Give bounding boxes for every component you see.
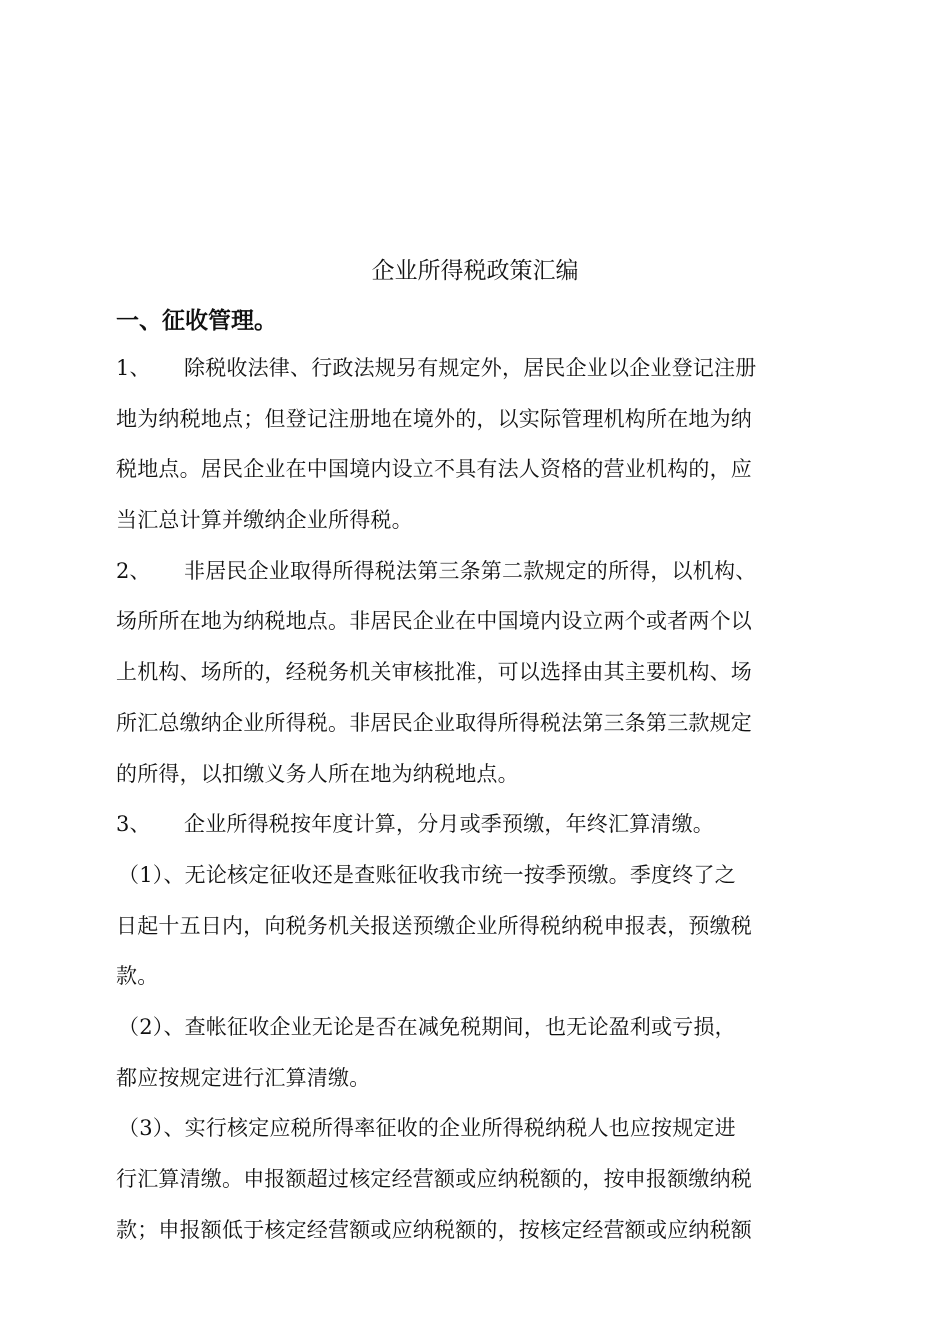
paragraph-line [116, 855, 836, 906]
line-text: 税地点。居民企业在中国境内设立不具有法人资格的营业机构的，应 [116, 457, 752, 482]
item-number: 2、 [116, 558, 151, 583]
item-number: 3、 [116, 812, 151, 837]
line-text: （1）、无论核定征收还是查账征收我市统一按季预缴。季度终了之 [118, 862, 736, 887]
document-body [116, 348, 836, 1260]
item-number: 1、 [116, 356, 151, 380]
line-text: 当汇总计算并缴纳企业所得税。 [116, 508, 413, 533]
paragraph-line [116, 1210, 836, 1261]
line-text: 日起十五日内，向税务机关报送预缴企业所得税纳税申报表，预缴税 [116, 913, 752, 938]
line-text: 企业所得税按年度计算，分月或季预缴，年终汇算清缴。 [184, 812, 714, 837]
paragraph-line [116, 1058, 836, 1109]
line-text: 款。 [116, 964, 159, 989]
paragraph-line [116, 1108, 836, 1159]
line-text: 所汇总缴纳企业所得税。非居民企业取得所得税法第三条第三款规定 [116, 710, 752, 735]
paragraph-line [116, 956, 836, 1007]
line-text: 场所所在地为纳税地点。非居民企业在中国境内设立两个或者两个以 [116, 609, 752, 634]
line-text: 款；申报额低于核定经营额或应纳税额的，按核定经营额或应纳税额 [116, 1217, 752, 1242]
paragraph-line [116, 703, 836, 754]
line-text: 地为纳税地点；但登记注册地在境外的，以实际管理机构所在地为纳 [116, 406, 752, 431]
paragraph-line [116, 804, 836, 855]
line-text: （2）、查帐征收企业无论是否在减免税期间，也无论盈利或亏损， [118, 1014, 736, 1039]
line-text: 的所得，以扣缴义务人所在地为纳税地点。 [116, 761, 519, 786]
paragraph-line [116, 551, 836, 602]
paragraph-line [116, 399, 836, 450]
document-title: 企业所得税政策汇编 [371, 258, 579, 284]
paragraph-line [116, 500, 836, 551]
paragraph-line [116, 906, 836, 957]
paragraph-line [116, 754, 836, 805]
line-text: 除税收法律、行政法规另有规定外，居民企业以企业登记注册 [184, 356, 757, 380]
paragraph-line [116, 1007, 836, 1058]
line-text: 都应按规定进行汇算清缴。 [116, 1065, 371, 1090]
section-heading: 一、征收管理。 [116, 308, 277, 334]
paragraph-line [116, 1159, 836, 1210]
line-text: 行汇算清缴。申报额超过核定经营额或应纳税额的，按申报额缴纳税 [116, 1167, 752, 1191]
line-text: 上机构、场所的，经税务机关审核批准，可以选择由其主要机构、场 [116, 660, 752, 685]
paragraph-line [116, 652, 836, 703]
paragraph-line [116, 348, 836, 399]
line-text: （3）、实行核定应税所得率征收的企业所得税纳税人也应按规定进 [118, 1116, 736, 1141]
paragraph-line [116, 449, 836, 500]
line-text: 非居民企业取得所得税法第三条第二款规定的所得，以机构、 [184, 558, 757, 583]
paragraph-line [116, 601, 836, 652]
